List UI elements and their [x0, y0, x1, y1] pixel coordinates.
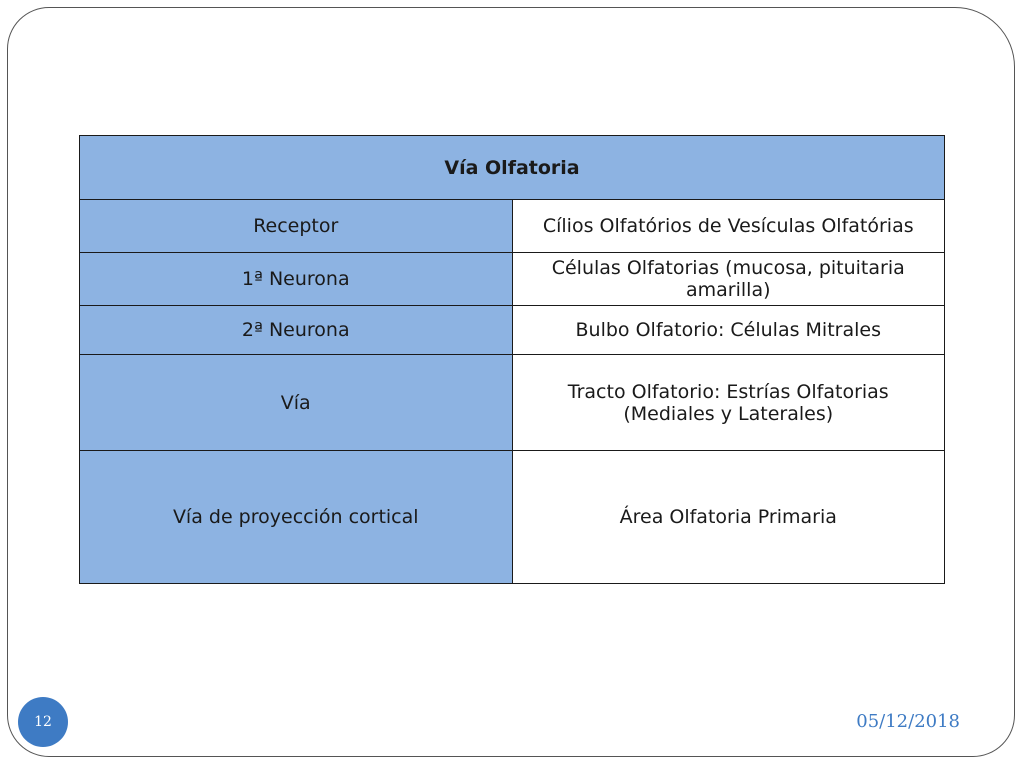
- row-label-pathway: Vía: [80, 355, 513, 451]
- row-value-pathway: Tracto Olfatorio: Estrías Olfatorias (Mediales y Laterales): [512, 355, 945, 451]
- row-value-cortical-projection: Área Olfatoria Primaria: [512, 451, 945, 584]
- table-row: [80, 306, 945, 355]
- row-label-receptor: Receptor: [80, 200, 513, 253]
- row-label-first-neuron: 1ª Neurona: [80, 253, 513, 306]
- table-row: [80, 355, 945, 451]
- row-value-second-neuron: Bulbo Olfatorio: Células Mitrales: [512, 306, 945, 355]
- table-row: [80, 451, 945, 584]
- table-title: Vía Olfatoria: [80, 136, 945, 200]
- row-value-receptor: Cílios Olfatórios de Vesículas Olfatórias: [512, 200, 945, 253]
- slide-date: 05/12/2018: [856, 711, 960, 732]
- page-number: 12: [34, 714, 52, 730]
- row-label-cortical-projection: Vía de proyección cortical: [80, 451, 513, 584]
- olfactory-pathway-table: [79, 135, 945, 584]
- table-header-row: [80, 136, 945, 200]
- row-label-second-neuron: 2ª Neurona: [80, 306, 513, 355]
- page-number-badge: [18, 697, 68, 747]
- table-row: [80, 200, 945, 253]
- row-value-first-neuron: Células Olfatorias (mucosa, pituitaria amarilla): [512, 253, 945, 306]
- table-row: [80, 253, 945, 306]
